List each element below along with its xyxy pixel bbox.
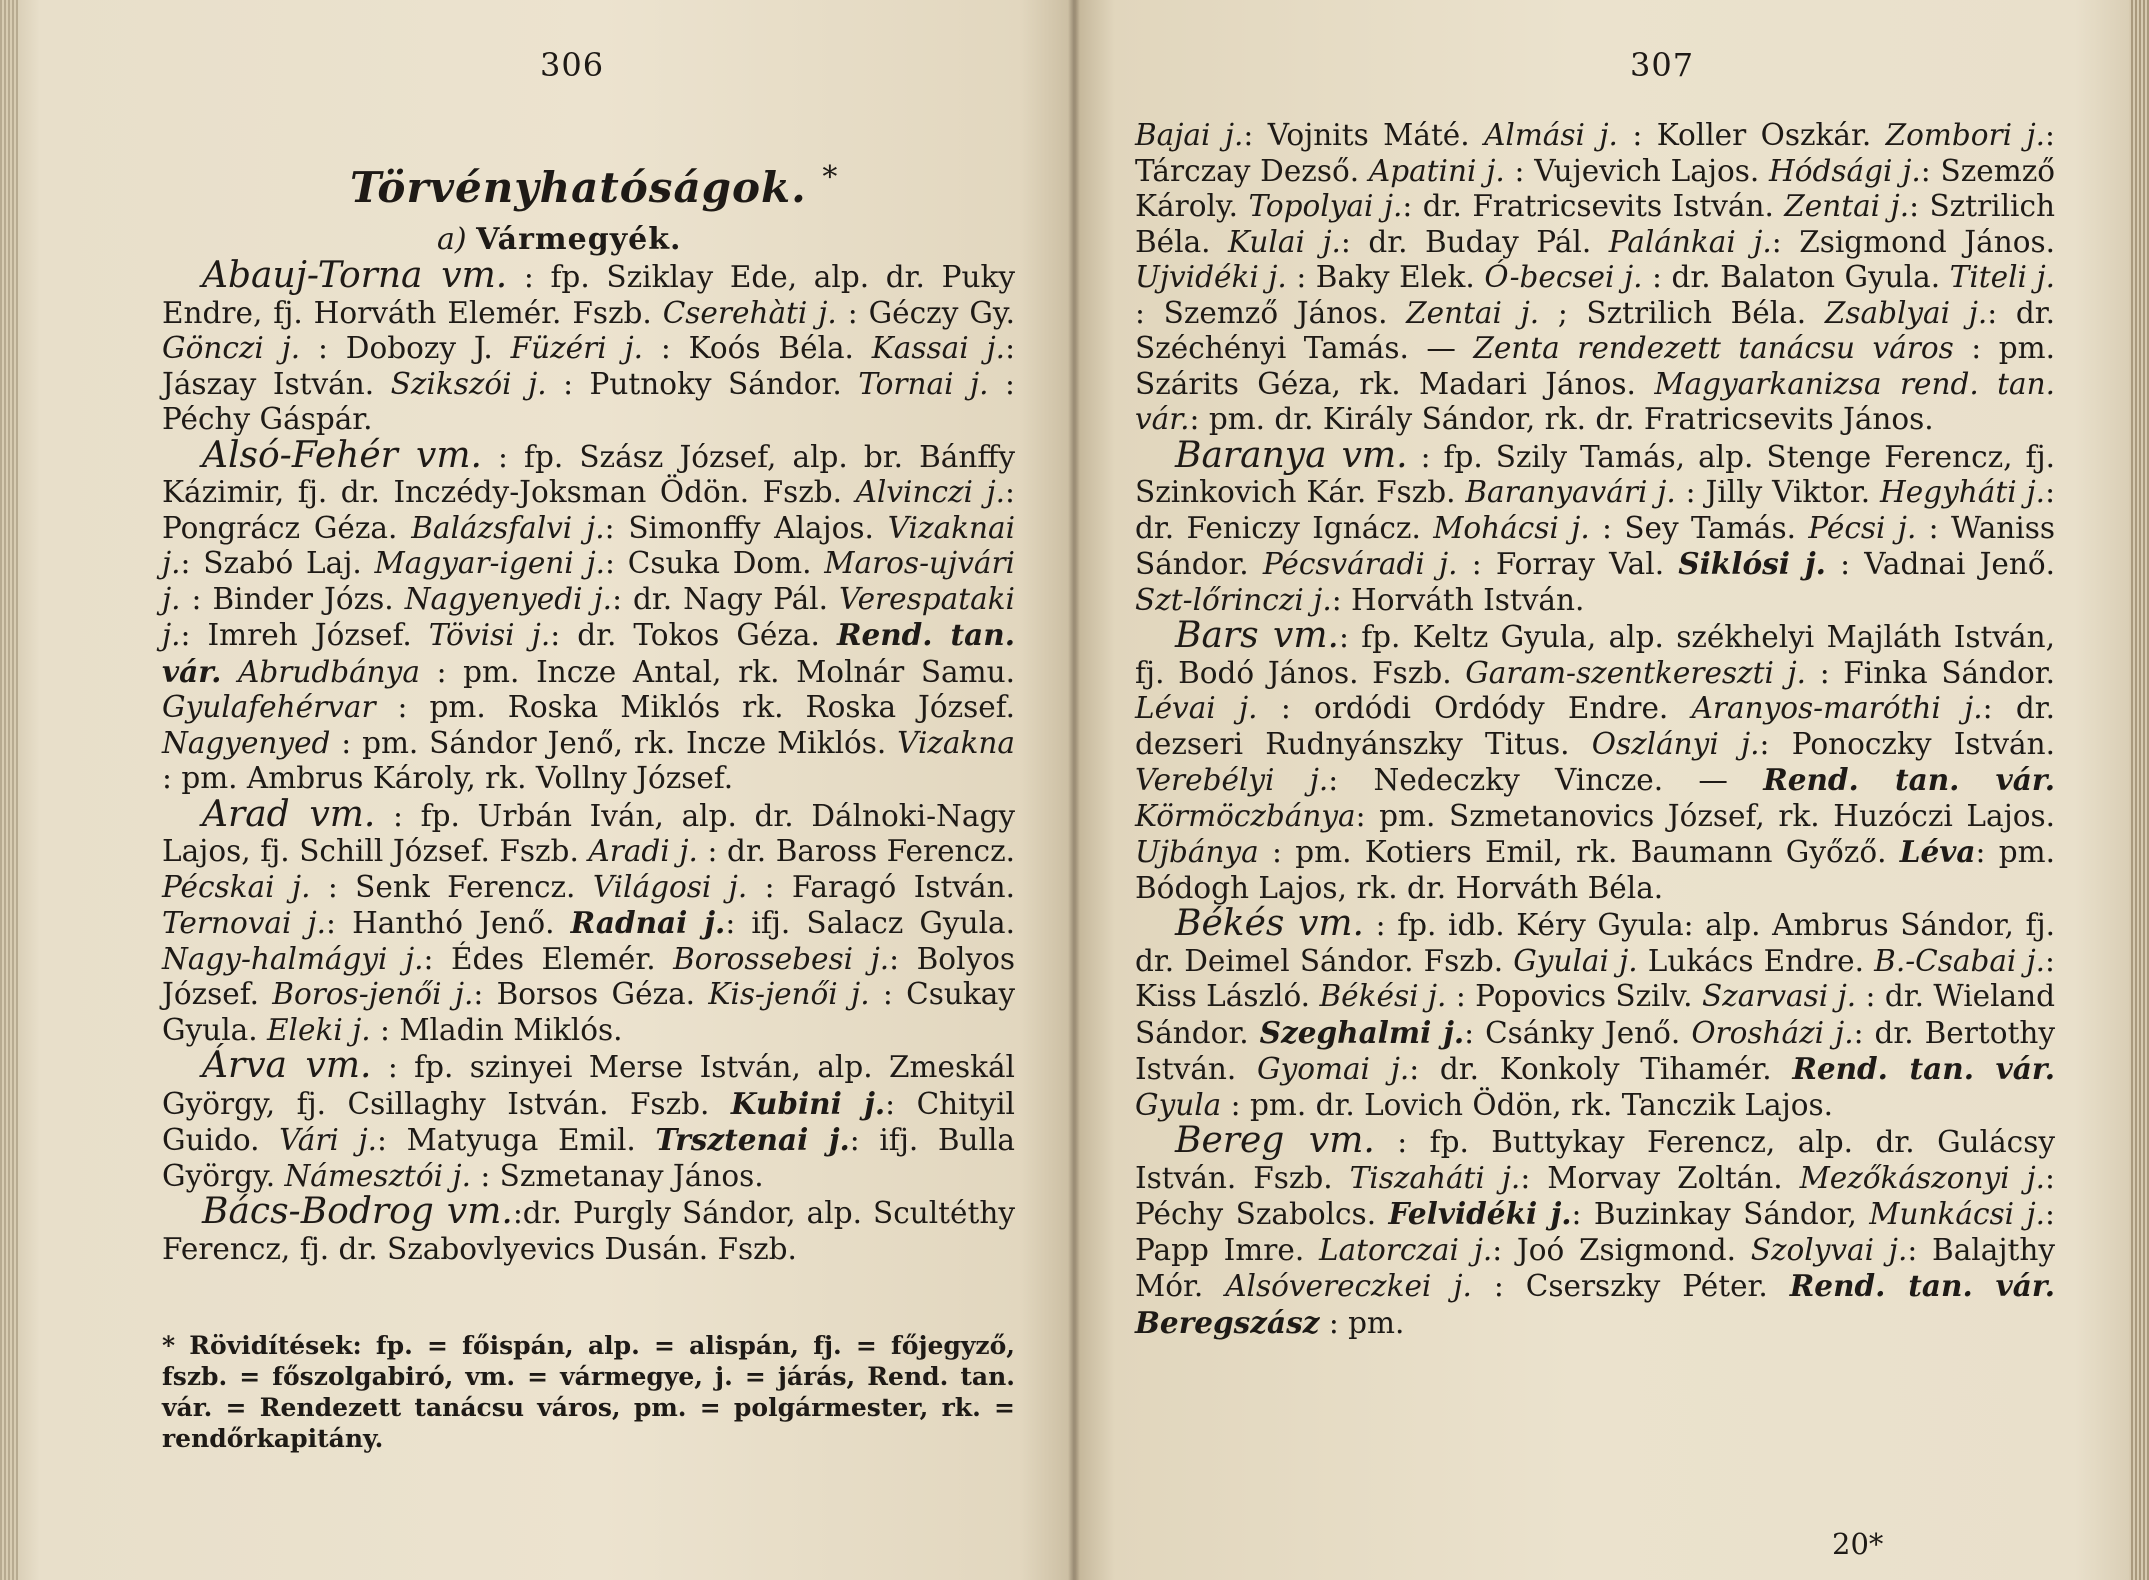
entry-text: : pm. Kotiers Emil, rk. Baumann Győző. [1258, 835, 1900, 869]
entry-text: : fp. Szily Tamás, alp. Stenge Ferencz, fj. Szinkovich Kár. Fszb. [1135, 439, 2055, 509]
entry-text: : Popovics Szilv. [1446, 979, 1702, 1013]
page-edge-right [2129, 0, 2149, 1580]
district-name: Gyomai j. [1257, 1052, 1410, 1086]
district-name: Orosházi j. [1691, 1015, 1854, 1050]
district-name: Körmöczbánya [1135, 798, 1356, 833]
district-name: Magyar-igeni j. [374, 546, 606, 580]
entry-text: : ordódi Ordódy Endre. [1257, 691, 1692, 725]
entry-paragraph [1135, 1120, 2055, 1341]
entry-text: : Forray Val. [1457, 547, 1679, 581]
entry-text: : pm. Incze Antal, rk. Molnár Samu. [419, 654, 1015, 689]
district-name: Szarvasi j. [1701, 979, 1857, 1013]
entry-text: : Papp Imre. [1135, 1197, 2055, 1267]
entry-text: : dr. Széchényi Tamás. — [1135, 295, 2055, 365]
entry-text: : Vadnai Jenő. [1825, 547, 2055, 581]
entry-text: : Jászay István. [162, 331, 1016, 401]
district-name: Alvinczi j. [855, 475, 1006, 509]
right-text-column [1135, 118, 2055, 1341]
entry-text: : fp. idb. Kéry Gyula: alp. Ambrus Sándor, fj. dr. Deimel Sándor. Fszb. [1135, 908, 2055, 978]
entry-text: : dr. Feniczy Ignácz. [1135, 475, 2056, 545]
entry-paragraph [162, 1045, 1015, 1194]
district-name: B.-Csabai j. [1874, 943, 2046, 978]
entry-text: : fp. szinyei Merse István, alp. Zmeskál György, fj. Csillaghy István. Fszb. [162, 1050, 1015, 1121]
county-heading: Békés vm. [1175, 903, 1364, 944]
entry-text: : pm. Sándor Jenő, rk. Incze Miklós. [330, 725, 898, 760]
entry-text: : Mladin Miklós. [370, 1012, 623, 1047]
entry-paragraph [1135, 434, 2056, 619]
district-name: Ternovai j. [162, 906, 327, 940]
district-name: Gönczi j. [162, 331, 301, 365]
footnote-mark: * [822, 160, 839, 195]
entry-text: : Szmetanay János. [470, 1158, 764, 1193]
printer-signature: 20* [1832, 1527, 1884, 1561]
entry-paragraph [1135, 118, 2055, 438]
entry-text: : dr. dezseri Rudnyánszky Titus. [1135, 691, 2055, 761]
entry-text: : Finka Sándor. [1806, 655, 2055, 690]
entry-text: : dr. Konkoly Tihamér. [1409, 1052, 1793, 1086]
district-name: Mezőkászonyi j. [1799, 1160, 2046, 1195]
district-name: Szeghalmi j. [1259, 1014, 1465, 1050]
entry-text [221, 655, 238, 689]
entry-text: : Joó Zsigmond. [1492, 1232, 1751, 1267]
entry-text: : Csánky Jenő. [1464, 1015, 1692, 1050]
entry-text: : Baky Elek. [1286, 260, 1485, 294]
entry-text: ; Sztrilich Béla. [1539, 295, 1825, 330]
entry-text: : ifj. Salacz Gyula. [725, 906, 1015, 940]
district-name: Ó-becsei j. [1484, 260, 1643, 294]
district-name: Balázsfalvi j. [411, 510, 605, 545]
entry-text: : Kiss László. [1135, 943, 2055, 1013]
district-name: Hegyháti j. [1880, 475, 2046, 509]
district-name: Magyarkanizsa rend. tan. vár. [1135, 366, 2055, 436]
district-name: Munkácsi j. [1869, 1197, 2046, 1231]
district-name: Gyulai j. [1513, 943, 1638, 978]
county-heading: Árva vm. [202, 1045, 372, 1086]
county-heading: Bereg vm. [1175, 1120, 1375, 1161]
district-name: Titeli j. [1949, 260, 2056, 294]
page-edge-left [0, 0, 18, 1580]
district-name: Vári j. [279, 1123, 378, 1157]
entry-paragraph [162, 1191, 1015, 1267]
subtitle-letter: a) [437, 222, 467, 257]
county-heading: Abauj-Torna vm. [202, 255, 508, 296]
district-name: Verebélyi j. [1135, 763, 1329, 797]
entry-text: : Horváth István. [1331, 582, 1585, 617]
county-heading: Alsó-Fehér vm. [202, 434, 482, 476]
entry-text: : pm. Szárits Géza, rk. Madari János. [1135, 331, 2055, 401]
entry-text: : dr. Fratricsevits István. [1402, 189, 1785, 223]
district-name: Rend. tan. vár. [1792, 1051, 2055, 1086]
entry-text: : dr. Wieland Sándor. [1135, 979, 2056, 1050]
entry-text: : Ponoczky István. [1759, 726, 2055, 761]
district-name: Apatini j. [1368, 153, 1505, 188]
entry-text: : Waniss Sándor. [1135, 510, 2056, 581]
district-name: Zentai j. [1784, 189, 1910, 223]
entry-text: : Morvay Zoltán. [1520, 1160, 1800, 1195]
entry-text: : dr. Baross Ferencz. [697, 834, 1015, 868]
entry-text: : pm. Szmetanovics József, rk. Huzóczi Lajos. [1355, 798, 2055, 833]
left-text-column [162, 255, 1016, 1267]
entry-text: : Faragó István. [747, 869, 1015, 904]
entry-text: : Binder Józs. [180, 581, 405, 616]
entry-text: : pm. Ambrus Károly, rk. Vollny József. [162, 761, 734, 795]
entry-paragraph [1135, 615, 2056, 906]
entry-text: : Chityil Guido. [162, 1086, 1015, 1157]
entry-text: : Koós Béla. [643, 331, 872, 365]
district-name: Szt-lőrinczi j. [1135, 582, 1332, 617]
district-name: Gyulafehérvar [162, 690, 376, 724]
entry-text: : pm. dr. Lovich Ödön, rk. Tanczik Lajos. [1221, 1087, 1834, 1122]
district-name: Topolyai j. [1248, 189, 1403, 223]
district-name: Námesztói j. [284, 1158, 471, 1193]
entry-paragraph [162, 793, 1016, 1049]
district-name: Hódsági j. [1769, 153, 1921, 188]
district-name: Aradi j. [588, 834, 698, 868]
district-name: Zentai j. [1406, 295, 1540, 330]
district-name: Trsztenai j. [655, 1122, 850, 1157]
page-number-right: 307 [1630, 46, 1695, 84]
entry-text: : Édes Elemér. [423, 941, 674, 976]
entry-text: : pm. [1319, 1305, 1405, 1340]
entry-paragraph [162, 255, 1016, 438]
district-name: Ujbánya [1135, 835, 1259, 869]
entry-text: : fp. Keltz Gyula, alp. székhelyi Majláth István, fj. Bodó János. Fszb. [1135, 620, 2056, 690]
entry-text: : dr. Tokos Géza. [550, 618, 837, 652]
entry-text: : Balajthy Mór. [1135, 1232, 2055, 1303]
district-name: Tiszaháti j. [1349, 1160, 1521, 1195]
entry-text: : Koller Oszkár. [1617, 118, 1886, 152]
section-title [350, 160, 838, 212]
entry-text: : Borsos Géza. [473, 977, 709, 1011]
entry-text: : Péchy Szabolcs. [1135, 1160, 2055, 1231]
entry-text: : Dobozy J. [300, 331, 511, 365]
district-name: Gyula [1135, 1087, 1222, 1122]
district-name: Zombori j. [1885, 118, 2046, 152]
district-name: Pécsi j. [1808, 510, 1917, 545]
entry-text: : fp. Sziklay Ede, alp. dr. Puky Endre, fj. Horváth Elemér. Fszb. [162, 260, 1015, 330]
entry-text: : Matyuga Emil. [377, 1123, 656, 1157]
district-name: Latorczai j. [1318, 1232, 1493, 1267]
entry-text: : Szemző János. [1135, 295, 1407, 330]
entry-text: : Putnoky Sándor. [546, 366, 859, 401]
section-title-text: Törvényhatóságok. [350, 163, 807, 212]
entry-text: : pm. Roska Miklós rk. Roska József. [375, 690, 1015, 724]
entry-paragraph [162, 434, 1015, 797]
entry-text: :dr. Purgly Sándor, alp. Scultéthy Ferencz, fj. dr. Szabovlyevics Dusán. Fszb. [162, 1196, 1015, 1266]
district-name: Zenta rendezett tanácsu város [1473, 331, 1954, 365]
entry-text: : Tárczay Dezső. [1135, 118, 2055, 188]
entry-text: : Sztrilich Béla. [1135, 189, 2055, 259]
entry-text: : Zsigmond János. [1771, 224, 2055, 259]
entry-paragraph [1135, 903, 2056, 1123]
district-name: Baranyavári j. [1465, 475, 1676, 509]
district-name: Felvidéki j. [1388, 1196, 1572, 1231]
entry-text: : fp. Buttykay Ferencz, alp. dr. Gulácsy István. Fszb. [1135, 1125, 2055, 1195]
district-name: Eleki j. [267, 1012, 371, 1047]
district-name: Szikszói j. [390, 366, 547, 401]
district-name: Tornai j. [858, 366, 989, 401]
entry-text: : Simonffy Alajos. [604, 510, 888, 545]
district-name: Garam-szentkereszti j. [1465, 655, 1807, 690]
entry-text: : Nedeczky Vincze. — [1328, 763, 1764, 797]
entry-text: : Sey Tamás. [1589, 510, 1809, 545]
entry-text: : dr. Bertothy István. [1135, 1015, 2055, 1086]
district-name: Lévai j. [1135, 691, 1258, 725]
district-name: Siklósi j. [1678, 546, 1826, 581]
entry-text: : pm. dr. Király Sándor, rk. dr. Fratricsevits János. [1189, 402, 1934, 436]
district-name: Nagyenyed [162, 725, 331, 760]
entry-text: : Szemző Károly. [1135, 153, 2055, 223]
district-name: Bajai j. [1135, 118, 1244, 152]
subtitle-text: Vármegyék. [476, 222, 682, 257]
entry-text: : Imreh József. [180, 618, 429, 652]
district-name: Rend. tan. vár. [162, 617, 1015, 689]
entry-text: : Péchy Gáspár. [162, 366, 1015, 436]
entry-text: : Géczy Gy. [836, 295, 1016, 330]
entry-text: : Jilly Viktor. [1675, 475, 1881, 509]
district-name: Palánkai j. [1608, 224, 1772, 259]
district-name: Oszlányi j. [1591, 726, 1760, 761]
district-name: Rend. tan. vár. [1789, 1268, 2055, 1303]
district-name: Nagy-halmágyi j. [162, 941, 424, 976]
county-heading: Bács-Bodrog vm. [202, 1191, 513, 1232]
district-name: Tövisi j. [428, 618, 551, 652]
entry-text: : dr. Nagy Pál. [612, 581, 839, 616]
district-name: Beregszász [1135, 1304, 1320, 1340]
district-name: Zsablyai j. [1824, 295, 1988, 330]
district-name: Cserehàti j. [662, 295, 837, 330]
book-gutter [1068, 0, 1080, 1580]
entry-text: : Csuka Dom. [605, 546, 825, 580]
district-name: Kulai j. [1228, 224, 1341, 259]
district-name: Kis-jenői j. [708, 977, 870, 1011]
district-name: Verespataki j. [162, 581, 1015, 652]
district-name: Ujvidéki j. [1135, 260, 1287, 294]
district-name: Békési j. [1319, 979, 1447, 1013]
entry-text: : Buzinkay Sándor, [1571, 1197, 1870, 1231]
page-number-left: 306 [540, 46, 605, 84]
district-name: Léva [1899, 834, 1976, 869]
county-heading: Arad vm. [202, 793, 376, 835]
entry-text: : Bolyos József. [162, 941, 1016, 1011]
entry-text: : Szabó Laj. [180, 546, 375, 580]
right-page [1075, 0, 2149, 1580]
district-name: Vizakna [897, 725, 1015, 760]
district-name: Pécskai j. [162, 869, 311, 904]
district-name: Alsóvereczkei j. [1225, 1269, 1472, 1303]
district-name: Nagyenyedi j. [404, 581, 613, 616]
section-subtitle [437, 222, 681, 257]
district-name: Radnai j. [570, 905, 726, 940]
district-name: Mohácsi j. [1433, 510, 1590, 545]
entry-text: : Vojnits Máté. [1243, 118, 1485, 152]
entry-text: : Senk Ferencz. [310, 869, 593, 904]
district-name: Abrudbánya [238, 654, 420, 689]
district-name: Boros-jenői j. [272, 977, 474, 1011]
district-name: Vizaknai j. [162, 510, 1015, 580]
district-name: Rend. tan. vár. [1763, 762, 2055, 797]
district-name: Aranyos-maróthi j. [1691, 691, 1983, 725]
entry-text: : Vujevich Lajos. [1504, 153, 1770, 188]
entry-text: : fp. Urbán Iván, alp. dr. Dálnoki-Nagy Lajos, fj. Schill József. Fszb. [162, 798, 1015, 868]
district-name: Kubini j. [730, 1085, 886, 1121]
district-name: Füzéri j. [510, 331, 644, 365]
entry-text: : Hanthó Jenő. [326, 906, 571, 940]
entry-text: : dr. Buday Pál. [1340, 224, 1609, 259]
district-name: Maros-ujvári j. [162, 546, 1015, 616]
county-heading: Baranya vm. [1175, 434, 1408, 476]
footnote: * Rövidítések: fp. = főispán, alp. = alispán, fj. = főjegyző, fszb. = főszolgabiró, vm. = vármegye, j. = járás, Rend. tan. vár. = Rendezett tanácsu város, pm. = polgármester, rk. = rendőrkapitány. [162, 1331, 1015, 1453]
entry-text: : fp. Szász József, alp. br. Bánffy Kázimir, fj. dr. Inczédy-Joksman Ödön. Fszb. [162, 439, 1015, 509]
county-heading: Bars vm. [1175, 615, 1339, 656]
entry-text: Lukács Endre. [1637, 943, 1875, 978]
entry-text: : pm. Bódogh Lajos, rk. dr. Horváth Béla. [1135, 835, 2055, 905]
district-name: Borossebesi j. [673, 941, 890, 976]
entry-text: : ifj. Bulla György. [162, 1123, 1015, 1193]
district-name: Világosi j. [592, 869, 748, 904]
district-name: Szolyvai j. [1750, 1232, 1908, 1267]
entry-text: : Csukay Gyula. [162, 977, 1016, 1047]
district-name: Almási j. [1484, 118, 1618, 152]
entry-text: : Pongrácz Géza. [162, 475, 1015, 545]
entry-text: : Cserszky Péter. [1471, 1269, 1790, 1303]
entry-text: : dr. Balaton Gyula. [1642, 260, 1950, 294]
district-name: Kassai j. [871, 331, 1006, 365]
district-name: Pécsváradi j. [1262, 547, 1458, 581]
